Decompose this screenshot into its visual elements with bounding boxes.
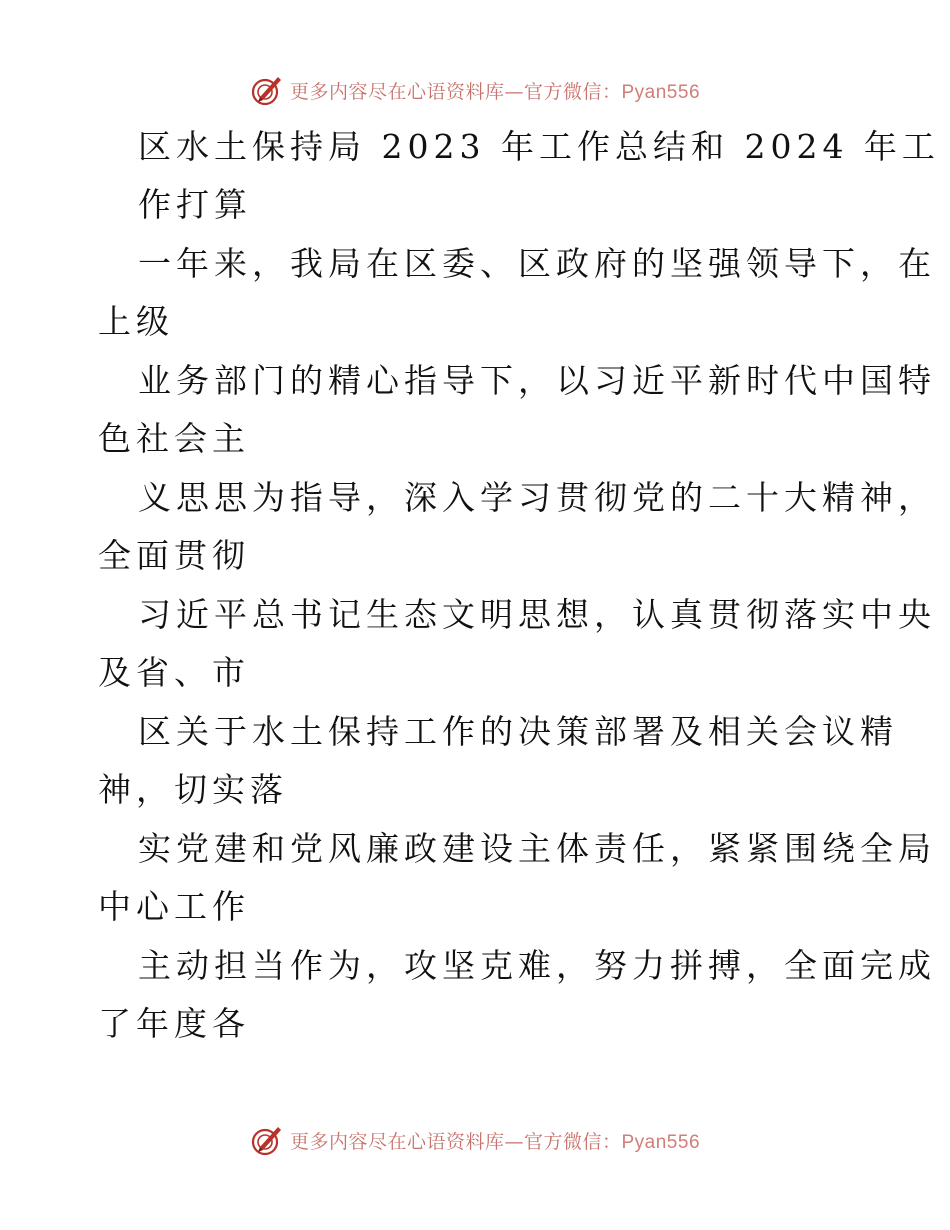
pen-logo-icon [250,1123,284,1157]
paragraph-line: 了年度各 [98,1004,250,1043]
paragraph-line: 习近平总书记生态文明思想，认真贯彻落实中央 [138,595,936,634]
watermark-text [290,77,700,104]
pen-logo-icon [250,73,284,107]
footer-watermark [0,1120,950,1160]
header-watermark [0,70,950,110]
paragraph-line: 色社会主 [98,419,250,458]
watermark-label: 官方微信： [523,80,622,103]
watermark-contact: Pyan556 [621,1131,701,1153]
watermark-label: 官方微信： [523,1130,622,1153]
paragraph-line: 实党建和党风廉政建设主体责任，紧紧围绕全局 [138,829,936,868]
paragraph-line: 神，切实落 [98,770,288,809]
watermark-brand: 更多内容尽在心语资料库 [289,1130,505,1153]
document-title-line-1: 区水土保持局 2023 年工作总结和 2024 年工 [138,127,940,166]
paragraph-line: 及省、市 [98,653,250,692]
watermark-separator: — [504,80,524,103]
paragraph-line: 上级 [98,302,174,341]
paragraph-line: 业务部门的精心指导下，以习近平新时代中国特 [138,361,936,400]
paragraph-line: 中心工作 [98,887,250,926]
paragraph-line: 义思思为指导，深入学习贯彻党的二十大精神， [138,478,936,517]
document-title-line-2: 作打算 [138,185,252,224]
paragraph-line: 区关于水土保持工作的决策部署及相关会议精 [138,712,898,751]
watermark-separator: — [504,1130,524,1153]
paragraph-line: 一年来，我局在区委、区政府的坚强领导下，在 [138,244,936,283]
watermark-text [290,1127,700,1154]
watermark-contact: Pyan556 [621,81,701,103]
paragraph-line: 全面贯彻 [98,536,250,575]
paragraph-line: 主动担当作为，攻坚克难，努力拼搏，全面完成 [138,946,936,985]
watermark-brand: 更多内容尽在心语资料库 [289,80,505,103]
